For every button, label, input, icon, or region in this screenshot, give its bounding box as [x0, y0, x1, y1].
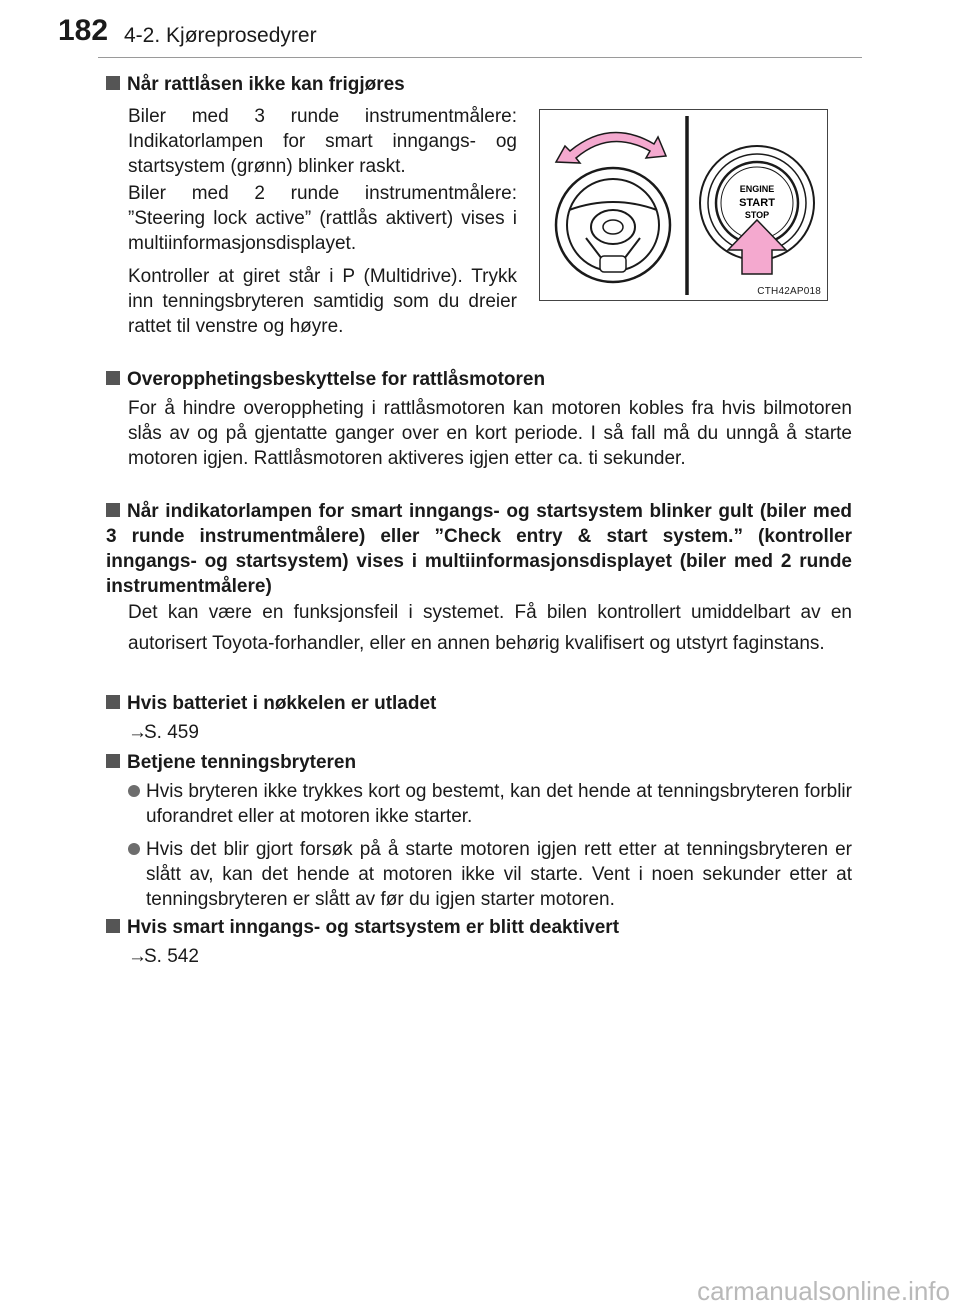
steering-wheel-icon [556, 168, 670, 282]
square-bullet-icon [106, 754, 120, 768]
square-bullet-icon [106, 371, 120, 385]
bullet-item: Hvis bryteren ikke trykkes kort og bestemt, kan det hende at tenningsbryteren forblir uforandret eller at motoren ikke starter. [128, 779, 852, 829]
watermark: carmanualsonline.info [697, 1276, 950, 1306]
chapter-title: 4-2. Kjøreprosedyrer [124, 24, 317, 47]
bullet-dot-icon [128, 843, 140, 855]
bullet-dot-icon [128, 785, 140, 797]
arrow-icon: → [128, 722, 147, 743]
arrow-icon: → [128, 946, 147, 967]
steering-lock-illustration [539, 109, 828, 301]
paragraph: Kontroller at giret står i P (Multidrive). Trykk inn tenningsbryteren samtidig som du dreier rattet til venstre og høyre. [128, 266, 517, 337]
paragraph: For å hindre overoppheting i rattlåsmotoren kan motoren kobles fra hvis bilmotoren slås av og på gjentatte ganger over en kort periode. I så fall må du unngå å starte motoren igjen. Rattlåsmotoren aktiveres igjen etter ca. ti sekunder. [128, 398, 852, 469]
section-heading: Når indikatorlampen for smart inngangs- og startsystem blinker gult (biler med 3 runde instrumentmålere) eller ”Check entry & start system.” (kontroller inngangs- og startsystem) vises i multiinformasjonsdisplayet (biler med 2 runde instrumentmålere) [106, 501, 852, 597]
button-text-start: START [739, 197, 775, 209]
illustration-svg [540, 110, 827, 300]
paragraph: Det kan være en funksjonsfeil i systemet. Få bilen kontrollert umiddelbart av en autorisert Toyota-forhandler, eller en annen behørig kvalifisert og utstyrt faginstans. [128, 602, 852, 654]
paragraph: Biler med 2 runde instrumentmålere: ”Steering lock active” (rattlås aktivert) vises i multiinformasjonsdisplayet. [128, 183, 517, 254]
paragraph: Biler med 3 runde instrumentmålere: Indikatorlampen for smart inngangs- og startsystem (grønn) blinker raskt. [128, 106, 517, 177]
page-reference: →S. 542 [128, 946, 199, 967]
section-heading: Hvis smart inngangs- og startsystem er blitt deaktivert [106, 915, 619, 940]
square-bullet-icon [106, 919, 120, 933]
rotation-arrow-icon [556, 133, 666, 163]
section-heading: Når rattlåsen ikke kan frigjøres [106, 72, 405, 97]
header-divider [98, 57, 862, 58]
square-bullet-icon [106, 503, 120, 517]
section-heading: Betjene tenningsbryteren [106, 750, 356, 775]
square-bullet-icon [106, 76, 120, 90]
square-bullet-icon [106, 695, 120, 709]
section-heading: Hvis batteriet i nøkkelen er utladet [106, 691, 436, 716]
figure-code: CTH42AP018 [757, 286, 821, 297]
button-text-engine: ENGINE [739, 184, 775, 194]
section-heading: Overopphetingsbeskyttelse for rattlåsmotoren [106, 367, 545, 392]
page-number: 182 [58, 14, 109, 47]
button-text-stop: STOP [744, 210, 770, 220]
bullet-item: Hvis det blir gjort forsøk på å starte motoren igjen rett etter at tenningsbryteren er slått av, kan det hende at motoren ikke vil starte. Vent i noen sekunder etter at tenningsbryteren er slått av før du igjen starter motoren. [128, 837, 852, 912]
page-reference: →S. 459 [128, 722, 199, 743]
